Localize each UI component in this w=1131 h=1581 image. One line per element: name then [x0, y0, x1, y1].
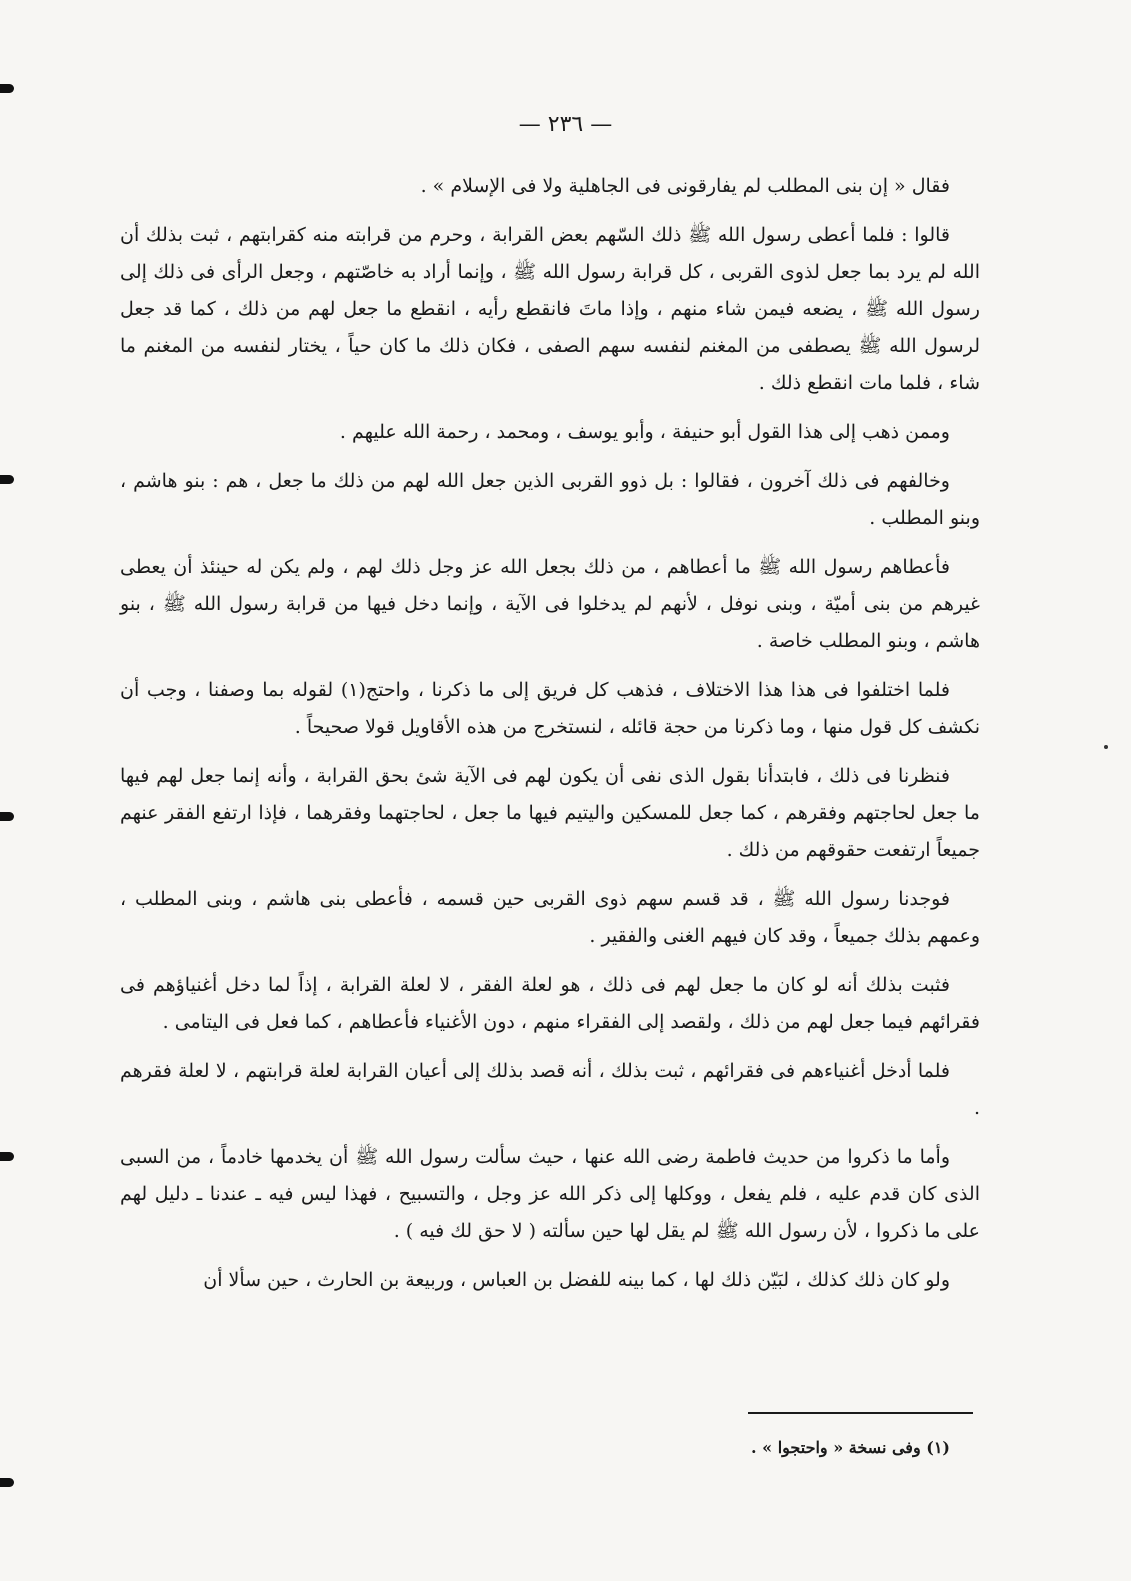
paragraph: وخالفهم فى ذلك آخرون ، فقالوا : بل ذوو القربى الذين جعل الله لهم من ذلك ما جعل ، هم : بنو هاشم ، وبنو المطلب .	[120, 470, 980, 529]
paragraph: فثبت بذلك أنه لو كان ما جعل لهم فى ذلك ، هو لعلة الفقر ، لا لعلة القرابة ، إذاً لما دخل أغنياؤهم فى فقرائهم فيما جعل لهم من ذلك ، ولقصد إلى الفقراء منهم ، دون الأغنياء فأعطاهم ، كما فعل فى اليتامى .	[120, 974, 980, 1033]
scan-edge-mark	[0, 84, 14, 93]
paragraph: ولو كان ذلك كذلك ، لبَيّن ذلك لها ، كما بينه للفضل بن العباس ، وربيعة بن الحارث ، حين سألا أن	[203, 1269, 950, 1291]
page-number: — ٢٣٦ —	[518, 112, 613, 137]
scan-edge-mark	[0, 812, 14, 821]
paragraph: فقال « إن بنى المطلب لم يفارقونى فى الجاهلية ولا فى الإسلام » .	[420, 175, 950, 197]
paragraph: فأعطاهم رسول الله ﷺ ما أعطاهم ، من ذلك بجعل الله عز وجل ذلك لهم ، ولم يكن له حينئذ أن يعطى غيرهم من بنى أميّة ، وبنى نوفل ، لأنهم لم يدخلوا فى الآية ، وإنما دخل فيها من قرابة رسول الله ﷺ ، بنو هاشم ، وبنو المطلب خاصة .	[120, 556, 980, 652]
scan-edge-mark	[0, 1152, 14, 1161]
footnote-divider	[748, 1412, 973, 1414]
body-text	[120, 168, 980, 1311]
scan-dot-mark	[1104, 745, 1108, 749]
paragraph: قالوا : فلما أعطى رسول الله ﷺ ذلك السّهم بعض القرابة ، وحرم من قرابته منه كقرابتهم ، ثبت بذلك أن الله لم يرد بما جعل لذوى القربى ، كل قرابة رسول الله ﷺ ، وإنما أراد به خاصّتهم ، وجعل الرأى فى ذلك إلى رسول الله ﷺ ، يضعه فيمن شاء منهم ، وإذا ماتَ فانقطع رأيه ، انقطع ما جعل لهم من ذلك ، كما قد جعل لرسول الله ﷺ يصطفى من المغنم لنفسه سهم الصفى ، فكان ذلك ما كان حياً ، يختار لنفسه من المغنم ما شاء ، فلما مات انقطع ذلك .	[120, 224, 980, 394]
footnote: (١) وفى نسخة « واحتجوا » .	[750, 1438, 950, 1457]
paragraph: فلما اختلفوا فى هذا هذا الاختلاف ، فذهب كل فريق إلى ما ذكرنا ، واحتج(١) لقوله بما وصفنا ، وجب أن نكشف كل قول منها ، وما ذكرنا من حجة قائله ، لنستخرج من هذه الأقاويل قولا صحيحاً .	[120, 679, 980, 738]
paragraph: فنظرنا فى ذلك ، فابتدأنا بقول الذى نفى أن يكون لهم فى الآية شئ بحق القرابة ، وأنه إنما جعل لهم فيها ما جعل لحاجتهم وفقرهم ، كما جعل للمسكين واليتيم فيها ما جعل ، لحاجتهما وفقرهما ، فإذا ارتفع الفقر عنهم جميعاً ارتفعت حقوقهم من ذلك .	[120, 765, 980, 861]
paragraph: فلما أدخل أغنياءهم فى فقرائهم ، ثبت بذلك ، أنه قصد بذلك إلى أعيان القرابة لعلة قرابتهم ، لا لعلة فقرهم .	[120, 1060, 980, 1119]
paragraph: وأما ما ذكروا من حديث فاطمة رضى الله عنها ، حيث سألت رسول الله ﷺ أن يخدمها خادماً ، من السبى الذى كان قدم عليه ، فلم يفعل ، ووكلها إلى ذكر الله عز وجل ، والتسبيح ، فهذا ليس فيه ـ عندنا ـ دليل لهم على ما ذكروا ، لأن رسول الله ﷺ لم يقل لها حين سألته ( لا حق لك فيه ) .	[120, 1146, 980, 1242]
scan-edge-mark	[0, 475, 14, 484]
paragraph: وممن ذهب إلى هذا القول أبو حنيفة ، وأبو يوسف ، ومحمد ، رحمة الله عليهم .	[339, 421, 950, 443]
scan-edge-mark	[0, 1478, 14, 1487]
paragraph: فوجدنا رسول الله ﷺ ، قد قسم سهم ذوى القربى حين قسمه ، فأعطى بنى هاشم ، وبنى المطلب ، وعمهم بذلك جميعاً ، وقد كان فيهم الغنى والفقير .	[120, 888, 980, 947]
